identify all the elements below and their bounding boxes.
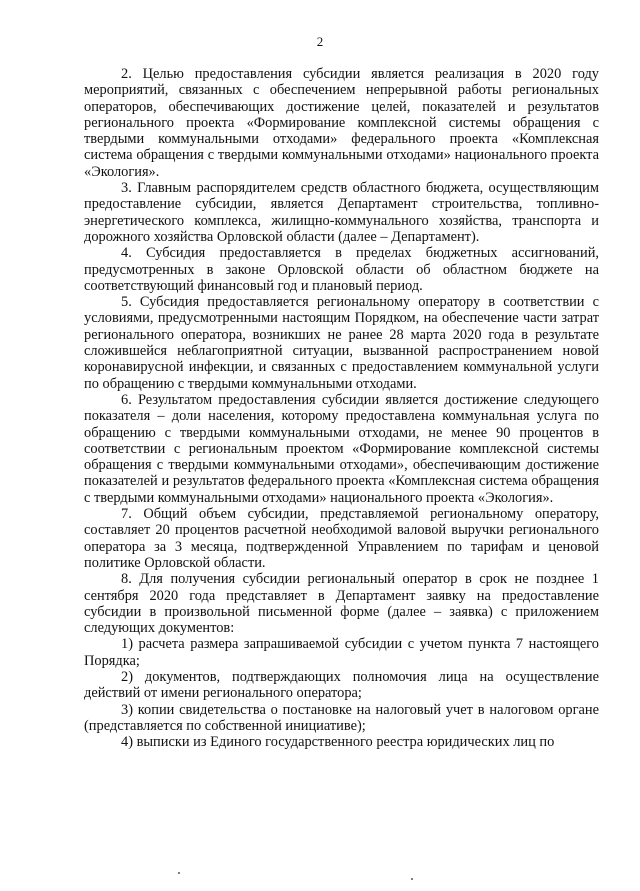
- paragraph-6: 6. Результатом предоставления субсидии является достижение следующего показателя – доли населения, которому предоставлена коммунальная услуга по обращению с твердыми коммунальными отходами, не менее 90 процентов в соответствии с региональным проектом «Формирование комплексной системы обращения с твердыми коммунальными отходами», обеспечивающим достижение показателей и результатов федерального проекта «Комплексная система обращения с твердыми коммунальными отходами» национального проекта «Экология».: [84, 391, 599, 506]
- paragraph-3: 3. Главным распорядителем средств областного бюджета, осуществляющим предоставление субсидии, является Департамент строительства, топливно-энергетического комплекса, жилищно-коммунального хозяйства, транспорта и дорожного хозяйства Орловской области (далее – Департамент).: [84, 180, 599, 245]
- list-item-2: 2) документов, подтверждающих полномочия лица на осуществление действий от имени регионального оператора;: [84, 668, 599, 702]
- paragraph-5: 5. Субсидия предоставляется региональному оператору в соответствии с условиями, предусмотренными настоящим Порядком, на обеспечение части затрат регионального оператора, возникших не ранее 28 марта 2020 года в результате сложившейся неблагоприятной ситуации, вызванной распространением новой коронавирусной инфекции, и связанных с предоставлением коммунальной услуги по обращению с твердыми коммунальными отходами.: [84, 294, 599, 392]
- list-item-1: 1) расчета размера запрашиваемой субсидии с учетом пункта 7 настоящего Порядка;: [84, 636, 599, 669]
- paragraph-8: 8. Для получения субсидии региональный оператор в срок не позднее 1 сентября 2020 года представляет в Департамент заявку на предоставление субсидии в произвольной письменной форме (далее – заявка) с приложением следующих документов:: [84, 571, 599, 637]
- paragraph-4: 4. Субсидия предоставляется в пределах бюджетных ассигнований, предусмотренных в законе Орловской области об областном бюджете на соответствующий финансовый год и плановый период.: [84, 245, 599, 294]
- page-number: 2: [316, 34, 324, 49]
- scan-speck: [411, 878, 413, 880]
- scan-speck: [178, 872, 180, 874]
- list-item-4: 4) выписки из Единого государственного реестра юридических лиц по: [121, 734, 555, 751]
- paragraph-7: 7. Общий объем субсидии, представляемой региональному оператору, составляет 20 процентов расчетной необходимой валовой выручки регионального оператора за 3 месяца, подтвержденной Управлением по тарифам и ценовой политике Орловской области.: [84, 506, 599, 571]
- list-item-3: 3) копии свидетельства о постановке на налоговый учет в налоговом органе (представляется по собственной инициативе);: [84, 701, 599, 734]
- paragraph-2: 2. Целью предоставления субсидии является реализация в 2020 году мероприятий, связанных с обеспечением непрерывной работы региональных операторов, обеспечивающих достижение целей, показателей и результатов регионального проекта «Формирование комплексной системы обращения с твердыми коммунальными отходами» федерального проекта «Комплексная система обращения с твердыми коммунальными отходами» национального проекта «Экология».: [84, 66, 599, 180]
- document-body: [84, 66, 599, 750]
